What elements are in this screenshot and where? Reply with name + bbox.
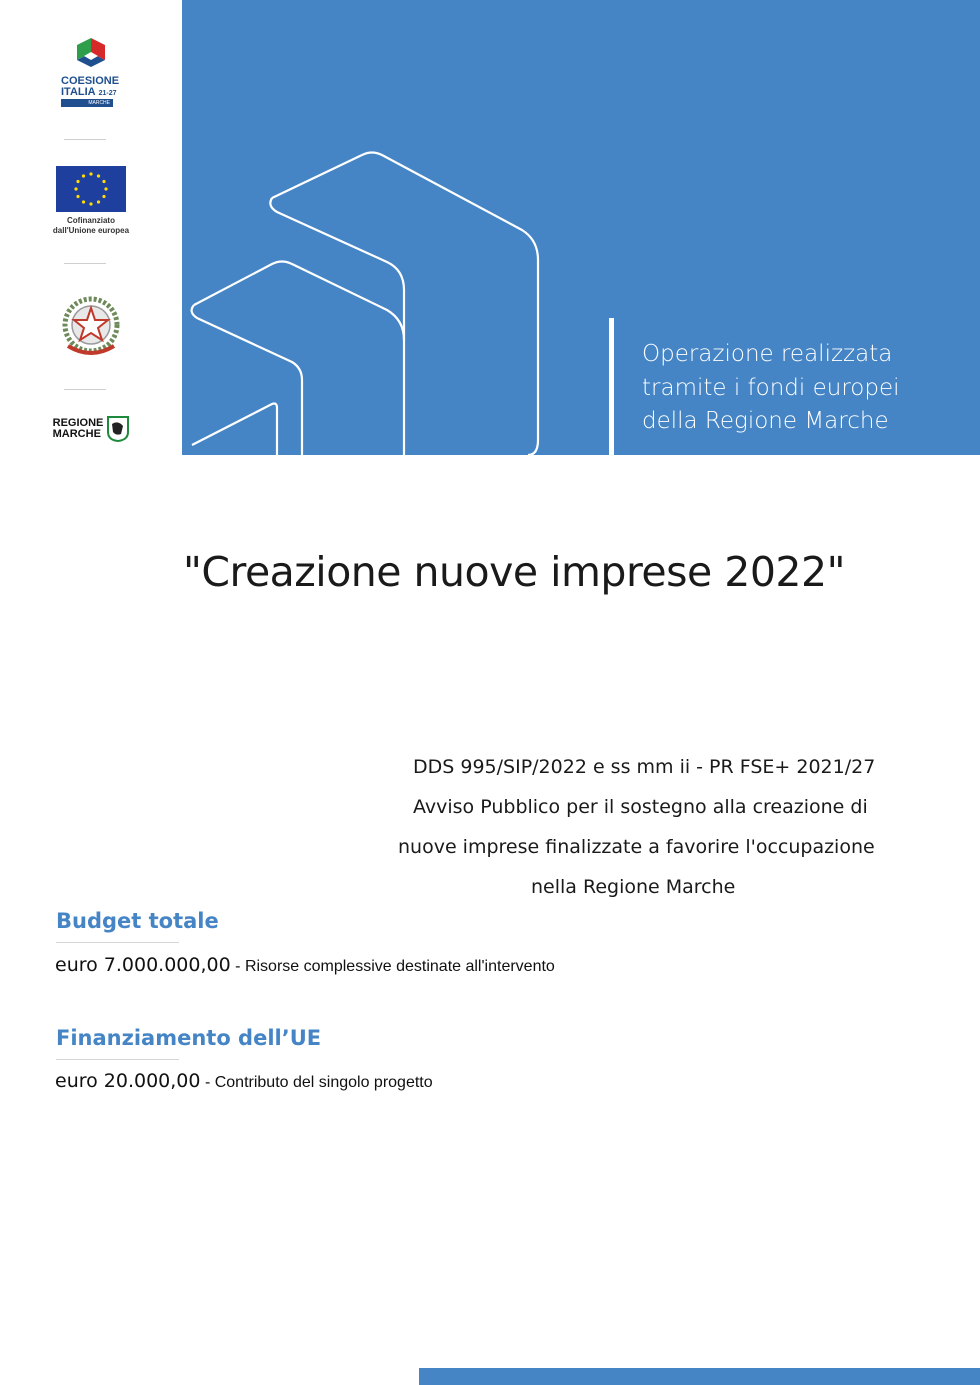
hero-line-1: Operazione realizzata — [642, 341, 893, 367]
hero-divider-bar — [609, 318, 614, 455]
hero-line-3: della Regione Marche — [642, 408, 889, 434]
eu-star-icon — [104, 187, 107, 190]
description-line-4: nella Regione Marche — [531, 876, 736, 898]
regione-shield-icon — [107, 416, 129, 442]
eu-star-icon — [82, 200, 85, 203]
eu-flag-icon — [56, 166, 126, 212]
coesione-italia-logo — [0, 36, 182, 107]
eu-star-icon — [97, 200, 100, 203]
hero-banner — [182, 0, 980, 455]
eu-star-icon — [82, 174, 85, 177]
budget-heading: Budget totale — [56, 909, 219, 933]
eu-caption-line2: dall'Unione europea — [52, 226, 130, 235]
coesione-years: 21-27 — [98, 90, 117, 97]
arrow-outline-graphic — [182, 0, 612, 455]
description-line-3: nuove imprese finalizzate a favorire l'occupazione — [398, 836, 875, 858]
eu-cofunded-logo — [0, 166, 182, 236]
page-title: "Creazione nuove imprese 2022" — [183, 548, 845, 596]
eu-star-icon — [102, 195, 105, 198]
eu-star-icon — [89, 202, 92, 205]
budget-amount: euro 7.000.000,00 — [55, 954, 231, 976]
sidebar-divider — [64, 263, 106, 264]
budget-row — [55, 954, 555, 976]
coesione-cube-icon — [71, 36, 111, 74]
coesione-region-tag: MARCHE — [61, 99, 113, 107]
eu-star-icon — [89, 172, 92, 175]
eu-caption-line1: Cofinanziato — [66, 216, 115, 225]
sidebar-divider — [64, 139, 106, 140]
star-emblem-icon — [60, 292, 122, 362]
regione-line2: MARCHE — [52, 428, 101, 440]
funding-heading: Finanziamento dell’UE — [56, 1026, 322, 1050]
eu-star-icon — [76, 195, 79, 198]
eu-star-icon — [97, 174, 100, 177]
hero-caption — [642, 338, 972, 439]
hero-line-2: tramite i fondi europei — [642, 374, 900, 401]
footer-accent-bar — [419, 1368, 980, 1385]
regione-line1: REGIONE — [52, 417, 104, 429]
eu-star-icon — [102, 180, 105, 183]
funding-row — [55, 1070, 433, 1092]
coesione-line2: ITALIA — [61, 86, 96, 98]
coesione-line1: COESIONE — [61, 75, 120, 87]
funding-description: - Contributo del singolo progetto — [200, 1074, 433, 1091]
description-line-1: DDS 995/SIP/2022 e ss mm ii - PR FSE+ 2021/27 — [413, 756, 876, 778]
regione-marche-logo — [0, 416, 182, 442]
budget-heading-rule — [56, 942, 179, 943]
budget-description: - Risorse complessive destinate all'intervento — [230, 958, 555, 975]
eu-star-icon — [74, 187, 77, 190]
logo-sidebar — [0, 0, 182, 455]
funding-amount: euro 20.000,00 — [55, 1070, 201, 1092]
sidebar-divider — [64, 389, 106, 390]
italian-republic-emblem — [0, 292, 182, 362]
eu-star-icon — [76, 180, 79, 183]
description-line-2: Avviso Pubblico per il sostegno alla creazione di — [413, 796, 868, 818]
funding-heading-rule — [56, 1059, 179, 1060]
